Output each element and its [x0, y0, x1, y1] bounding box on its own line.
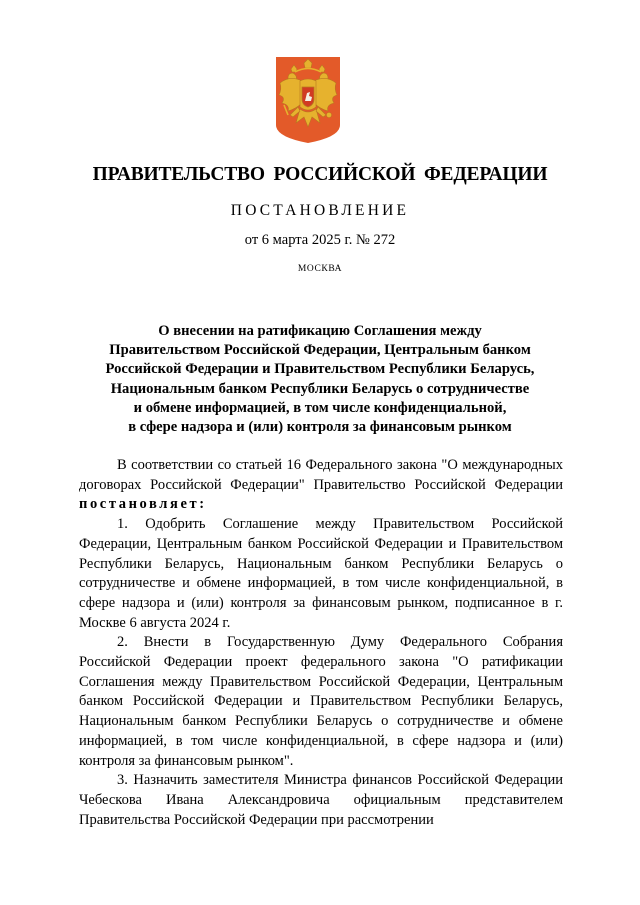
subject-line: О внесении на ратификацию Соглашения между: [158, 323, 482, 339]
document-date-number: от 6 марта 2025 г. № 272: [244, 232, 396, 248]
subject-line: Правительством Российской Федерации, Центральным банком: [109, 342, 531, 359]
document-subject: [60, 322, 580, 437]
item-paragraph-2: 2. Внести в Государственную Думу Федерального Собрания Российской Федерации проект федерального закона "О ратификации Соглашения между Правительством Российской Федерации, Центральным банком Российской Федерации и Правительством Республики Беларусь, Национальным банком Республики Беларусь о сотрудничестве и обмене информацией, в том числе конфиденциальной, в сфере надзора и (или) контроля за финансовым рынком".: [79, 634, 563, 769]
government-title: ПРАВИТЕЛЬСТВО РОССИЙСКОЙ ФЕДЕРАЦИИ: [92, 164, 548, 185]
decree-word: постановляет:: [79, 496, 207, 513]
subject-line: Национальным банком Республики Беларусь о сотрудничестве: [110, 380, 530, 397]
coat-of-arms-icon: [276, 57, 340, 143]
document-body: [79, 456, 563, 830]
item-paragraph-3: 3. Назначить заместителя Министра финансов Российской Федерации Чебескова Ивана Александровича официальным представителем Правительства Российской Федерации при рассмотрении: [79, 772, 563, 828]
preamble-text: В соответствии со статьей 16 Федерального закона "О международных договорах Российской Федерации" Правительство Российской Федерации: [79, 457, 563, 493]
preamble-paragraph: [79, 456, 563, 515]
item-paragraph-1: 1. Одобрить Соглашение между Правительством Российской Федерации, Центральным банком Российской Федерации и Правительством Республики Беларусь, Национальным банком Республики Беларусь о сотрудничестве и обмене информацией, в том числе конфиденциальной, в сфере надзора и (или) контроля за финансовым рынком, подписанное в г. Москве 6 августа 2024 г.: [79, 516, 563, 631]
document-city: МОСКВА: [297, 264, 343, 274]
subject-line: и обмене информацией, в том числе конфиденциальной,: [133, 399, 507, 416]
subject-line: Российской Федерации и Правительством Республики Беларусь,: [105, 361, 535, 378]
document-type: ПОСТАНОВЛЕНИЕ: [230, 202, 410, 219]
subject-line: в сфере надзора и (или) контроля за финансовым рынком: [128, 419, 512, 436]
